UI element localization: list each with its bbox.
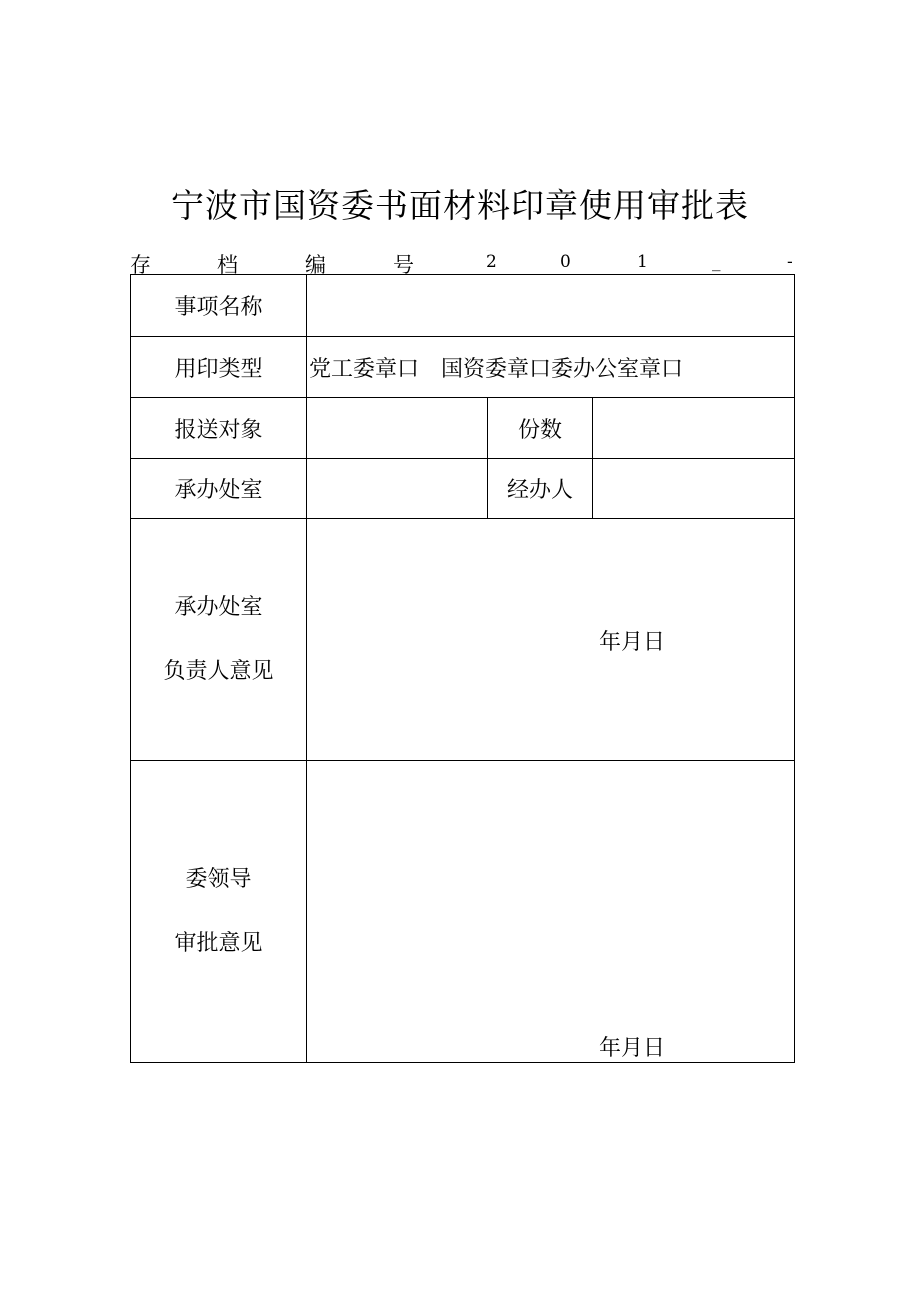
- item-name-field[interactable]: [307, 275, 795, 337]
- archive-digit: 0: [560, 252, 571, 272]
- page-title: 宁波市国资委书面材料印章使用审批表: [171, 186, 749, 225]
- archive-digit: 1: [637, 252, 648, 272]
- leader-opinion-field[interactable]: [307, 761, 795, 1063]
- recipient-field[interactable]: [307, 398, 488, 459]
- office-head-opinion-label-line2: 负责人意见: [163, 658, 274, 684]
- office-head-opinion-row: [131, 519, 795, 761]
- office-head-date: 年月日: [599, 630, 666, 655]
- seal-type-options[interactable]: 党工委章口 国资委章口委办公室章口: [307, 337, 795, 398]
- archive-label-char: 档: [217, 253, 238, 277]
- copies-label: 份数: [488, 398, 593, 459]
- copies-field[interactable]: [593, 398, 795, 459]
- handler-label: 经办人: [488, 459, 593, 519]
- item-name-label: 事项名称: [131, 275, 307, 337]
- archive-label-char: 编: [305, 253, 326, 277]
- seal-type-row: [131, 337, 795, 398]
- recipient-label: 报送对象: [131, 398, 307, 459]
- archive-label-char: 号: [393, 253, 414, 277]
- archive-digit: _: [712, 252, 721, 272]
- approval-form-table: [130, 274, 795, 1063]
- leader-opinion-row: [131, 761, 795, 1063]
- seal-type-label: 用印类型: [131, 337, 307, 398]
- office-head-opinion-field[interactable]: [307, 519, 795, 761]
- archive-number-row: [130, 249, 796, 277]
- handler-field[interactable]: [593, 459, 795, 519]
- archive-digit: 2: [486, 252, 497, 272]
- leader-opinion-label: [131, 761, 307, 1063]
- office-head-opinion-label: [131, 519, 307, 761]
- leader-date: 年月日: [599, 1036, 666, 1061]
- handling-office-row: [131, 459, 795, 519]
- handling-office-label: 承办处室: [131, 459, 307, 519]
- archive-digit: -: [787, 252, 793, 272]
- office-head-opinion-label-line1: 承办处室: [174, 594, 263, 620]
- leader-opinion-label-line1: 委领导: [185, 866, 252, 892]
- item-name-row: [131, 275, 795, 337]
- handling-office-field[interactable]: [307, 459, 488, 519]
- recipient-row: [131, 398, 795, 459]
- archive-label-char: 存: [130, 253, 151, 277]
- leader-opinion-label-line2: 审批意见: [174, 930, 263, 956]
